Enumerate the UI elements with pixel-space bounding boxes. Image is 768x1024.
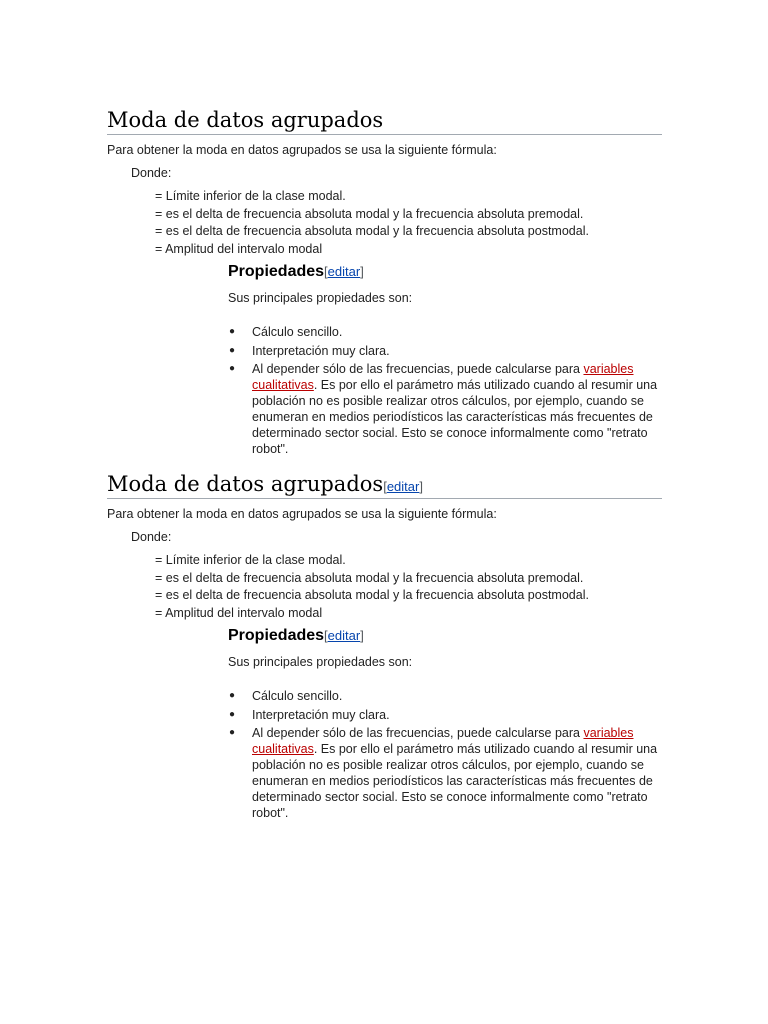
subsection-heading: [228, 262, 668, 282]
subsection-intro: Sus principales propiedades son:: [228, 655, 413, 669]
bracket-close: ]: [360, 264, 364, 279]
variables-cualitativas-link[interactable]: variables cualitativas: [252, 726, 634, 756]
subsection-propiedades: [228, 626, 668, 820]
edit-section-link-wrap: [383, 479, 423, 494]
list-item-text: Cálculo sencillo.: [252, 689, 343, 703]
definition-item: = es el delta de frecuencia absoluta modal y la frecuencia absoluta premodal.: [155, 206, 584, 221]
edit-section-link-wrap: [324, 628, 364, 643]
list-item: [228, 343, 668, 359]
donde-label: Donde:: [131, 530, 172, 544]
bracket-open: [: [383, 479, 387, 494]
list-item-text-continued: . Es por ello el parámetro más utilizado cuando al resumir una población no es posible realizar otros cálculos, por ejemplo, cuando se enumeran en medios periodísticos las características más frecuentes de determinado sector social. Esto se conoce informalmente como "retrato robot".: [252, 742, 658, 820]
list-item-text-continued: . Es por ello el parámetro más utilizado cuando al resumir una población no es posible realizar otros cálculos, por ejemplo, cuando se enumeran en medios periodísticos las características más frecuentes de determinado sector social. Esto se conoce informalmente como "retrato robot".: [252, 378, 658, 456]
section-intro: Para obtener la moda en datos agrupados se usa la siguiente fórmula:: [107, 143, 497, 157]
edit-section-link-wrap: [324, 264, 364, 279]
list-item: [228, 361, 668, 457]
properties-list: [228, 324, 668, 460]
bracket-close: ]: [419, 479, 423, 494]
properties-list: [228, 688, 668, 824]
subsection-intro: Sus principales propiedades son:: [228, 291, 413, 305]
section-moda-agrupados-1: [107, 106, 662, 456]
list-item-text: Interpretación muy clara.: [252, 343, 390, 358]
definitions-list: [155, 552, 589, 622]
bullet-icon: ●: [229, 690, 236, 701]
edit-link[interactable]: editar: [327, 628, 361, 643]
section-heading-text: Moda de datos agrupados: [107, 472, 384, 496]
bullet-icon: ●: [229, 344, 236, 356]
definition-item: = Amplitud del intervalo modal: [155, 241, 323, 256]
definition-item: = es el delta de frecuencia absoluta modal y la frecuencia absoluta premodal.: [155, 570, 584, 585]
section-heading: [107, 106, 662, 135]
section-moda-agrupados-2: [107, 470, 662, 820]
section-heading: [107, 470, 662, 499]
bracket-open: [: [324, 264, 328, 279]
list-item-text: Interpretación muy clara.: [252, 707, 390, 722]
definition-item: = Límite inferior de la clase modal.: [155, 553, 346, 567]
bullet-icon: ●: [229, 708, 236, 720]
list-item-text: Cálculo sencillo.: [252, 325, 343, 339]
list-item-text: Al depender sólo de las frecuencias, puede calcularse para: [252, 362, 584, 376]
definitions-list: [155, 188, 589, 258]
definition-item: = es el delta de frecuencia absoluta modal y la frecuencia absoluta postmodal.: [155, 224, 589, 238]
subsection-heading-text: Propiedades: [228, 263, 325, 280]
list-item: [228, 707, 668, 723]
edit-link[interactable]: editar: [386, 479, 420, 494]
bullet-icon: ●: [229, 727, 236, 738]
edit-link[interactable]: editar: [327, 264, 361, 279]
list-item: [228, 688, 668, 704]
variables-cualitativas-link[interactable]: variables cualitativas: [252, 362, 634, 392]
subsection-propiedades: [228, 262, 668, 456]
list-item: [228, 725, 668, 821]
section-intro: Para obtener la moda en datos agrupados se usa la siguiente fórmula:: [107, 507, 497, 521]
bracket-close: ]: [360, 628, 364, 643]
definition-item: = Límite inferior de la clase modal.: [155, 189, 346, 203]
subsection-heading: [228, 626, 668, 646]
list-item-text: Al depender sólo de las frecuencias, puede calcularse para: [252, 726, 584, 740]
donde-label: Donde:: [131, 166, 172, 180]
bullet-icon: ●: [229, 363, 236, 374]
section-heading-text: Moda de datos agrupados: [107, 108, 384, 132]
definition-item: = es el delta de frecuencia absoluta modal y la frecuencia absoluta postmodal.: [155, 588, 589, 602]
bracket-open: [: [324, 628, 328, 643]
list-item: [228, 324, 668, 340]
bullet-icon: ●: [229, 326, 236, 337]
definition-item: = Amplitud del intervalo modal: [155, 605, 323, 620]
subsection-heading-text: Propiedades: [228, 627, 325, 644]
